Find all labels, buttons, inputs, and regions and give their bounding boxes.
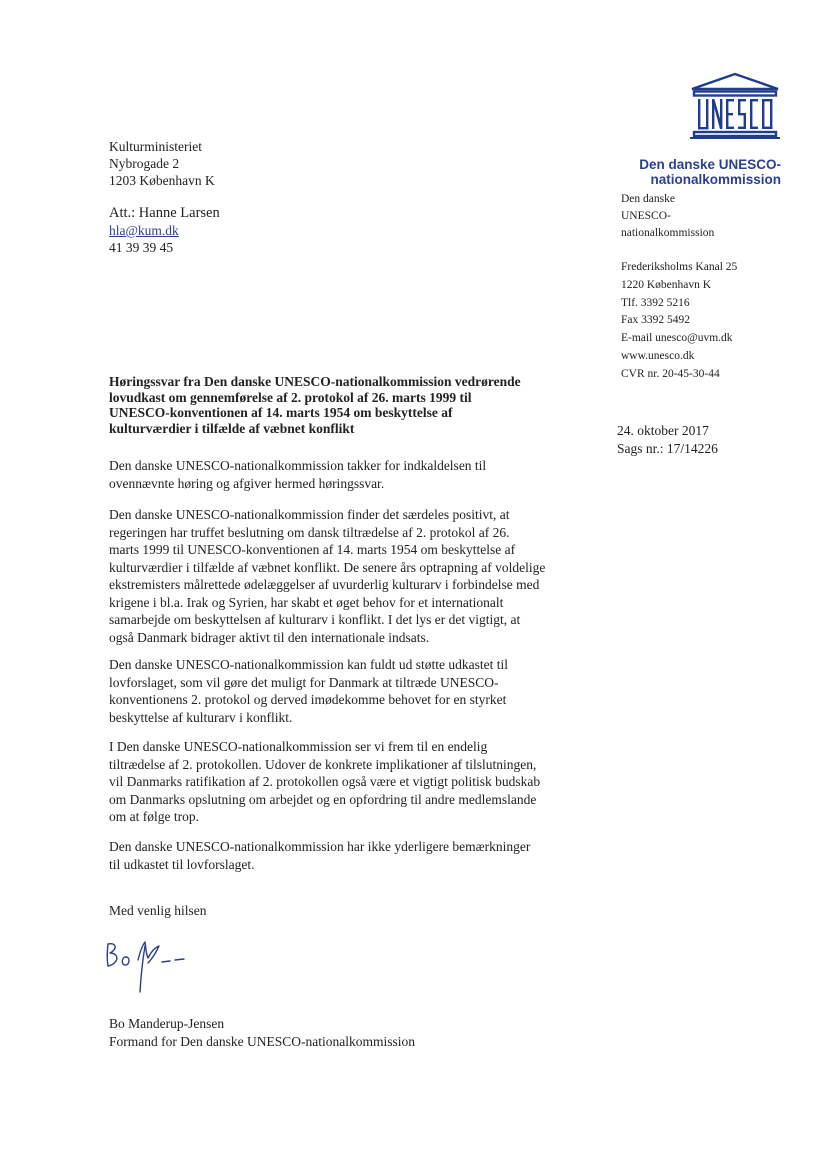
recipient-line: Kulturministeriet [109,139,202,154]
org-small-line: nationalkommission [621,227,715,239]
contact-email: E-mail unesco@uvm.dk [621,332,733,345]
letter-date: 24. oktober 2017 [617,423,709,438]
signer-block [109,1015,415,1051]
body-paragraph [109,738,569,826]
org-small-line: UNESCO- [621,210,671,222]
contact-website: www.unesco.dk [621,349,695,362]
contact-line: Fax 3392 5492 [621,314,690,327]
unesco-logo [688,72,782,140]
body-paragraph [109,506,569,646]
signer-name: Bo Manderup-Jensen [109,1016,225,1031]
subject-line: UNESCO-konventionen af 14. marts 1954 om beskyttelse af [109,405,453,420]
body-line: Den danske UNESCO-nationalkommission takker for indkaldelsen til [109,458,487,473]
body-line: Den danske UNESCO-nationalkommission har ikke yderligere bemærkninger [109,839,531,854]
contact-line: 1220 København K [621,278,712,291]
body-paragraph [109,656,569,726]
body-line: marts 1999 til UNESCO-konventionen af 14. marts 1954 om beskyttelse af [109,542,516,557]
body-line: kulturværdier i tilfælde af væbnet konflikt. De senere års optrapning af voldelige [109,559,546,575]
body-line: også Danmark bidrager aktivt til den internationale indsats. [109,629,430,645]
contact-cvr: CVR nr. 20-45-30-44 [621,367,720,380]
attention-block [109,205,220,256]
recipient-email-link[interactable]: hla@kum.dk [109,223,179,238]
sender-contact [621,259,737,384]
body-paragraph [109,457,569,492]
org-name-line: Den danske UNESCO- [639,157,781,172]
body-line: beskyttelse af kulturarv i konflikt. [109,709,293,725]
body-line: ekstremisters målrettede ødelæggelser af uvurderlig kulturarv i forbindelse med [109,577,540,592]
body-line: om Danmarks opslutning om arbejdet og en opfordring til andre medlemslande [109,791,537,807]
body-line: regeringen har truffet beslutning om dansk tiltrædelse af 2. protokol af 26. [109,524,510,540]
body-line: vil Danmarks ratifikation af 2. protokollen også være et vigtigt politisk budskab [109,774,541,789]
org-small-line: Den danske [621,193,675,205]
case-number: Sags nr.: 17/14226 [617,441,718,456]
body-line: ovennævnte høring og afgiver hermed høringssvar. [109,475,385,491]
date-block [617,422,718,458]
subject-line: lovudkast om gennemførelse af 2. protokol af 26. marts 1999 til [109,389,472,405]
org-name-line: nationalkommission [650,172,781,187]
sender-org-small [621,191,714,242]
recipient-phone: 41 39 39 45 [109,240,174,255]
body-line: Den danske UNESCO-nationalkommission finder det særdeles positivt, at [109,507,510,522]
body-line: Den danske UNESCO-nationalkommission kan fuldt ud støtte udkastet til [109,657,508,672]
recipient-address [109,138,215,189]
body-line: lovforslaget, som vil gøre det muligt for Danmark at tiltræde UNESCO- [109,674,499,690]
subject-line: Høringssvar fra Den danske UNESCO-nationalkommission vedrørende [109,374,521,389]
recipient-line: 1203 København K [109,173,215,188]
subject-line: kulturværdier i tilfælde af væbnet konflikt [109,420,355,436]
closing-greeting: Med venlig hilsen [109,903,207,918]
body-line: I Den danske UNESCO-nationalkommission ser vi frem til en endelig [109,739,488,754]
contact-line: Tlf. 3392 5216 [621,296,690,309]
body-line: samarbejde om beskyttelsen af kulturarv i konflikt. I det lys er det vigtigt, at [109,612,521,627]
body-line: krigene i bl.a. Irak og Syrien, har skabt et øget behov for et internationalt [109,594,504,610]
attention-line: Att.: Hanne Larsen [109,205,220,221]
body-line: om at følge trop. [109,809,199,824]
letter-subject [109,374,559,436]
handwritten-signature [104,936,194,998]
body-paragraph [109,838,569,873]
recipient-line: Nybrogade 2 [109,156,180,171]
signer-title: Formand for Den danske UNESCO-nationalkommission [109,1034,415,1049]
body-line: tiltrædelse af 2. protokollen. Udover de konkrete implikationer af tilslutningen, [109,756,537,772]
body-line: til udkastet til lovforslaget. [109,856,255,872]
org-name-heading [615,157,781,187]
contact-line: Frederiksholms Kanal 25 [621,261,738,273]
body-line: konventionens 2. protokol og derved imødekomme behovet for en styrket [109,692,507,707]
